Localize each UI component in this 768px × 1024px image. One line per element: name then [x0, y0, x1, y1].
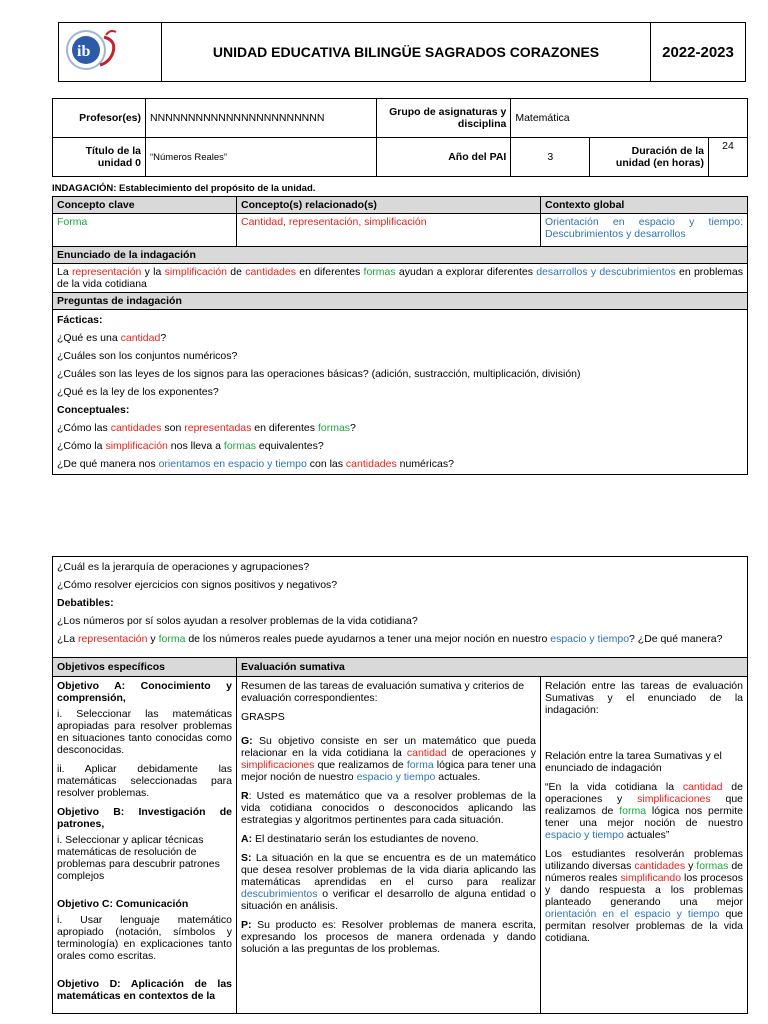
- objetivos-cell: [53, 677, 237, 1014]
- contexto-global-header: Contexto global: [541, 197, 748, 214]
- grasps-cell: [237, 677, 541, 1014]
- objetivo-item: ii. Aplicar debidamente las matemáticas seleccionadas para resolver problemas.: [57, 763, 232, 799]
- relacion-cell: [541, 677, 748, 1014]
- contexto-global-value: Orientación en espacio y tiempo: Descubrimientos y desarrollos: [541, 214, 748, 247]
- concepto-clave-value: Forma: [53, 214, 237, 247]
- facticas-heading: Fácticas:: [57, 314, 103, 326]
- question-item: ¿Cuáles son las leyes de los signos para las operaciones básicas? (adición, sustracción, multiplicación, división): [57, 368, 581, 380]
- grasps-title: GRASPS: [241, 711, 285, 723]
- objetivo-d-heading: Objetivo D: Aplicación de las matemáticas en contextos de la: [57, 978, 232, 1002]
- duracion-cell: [590, 138, 748, 177]
- evaluation-table: [52, 556, 748, 1014]
- school-logo-icon: [60, 25, 130, 75]
- objetivo-b-heading: Objetivo B: Investigación de patrones,: [57, 806, 232, 830]
- objetivo-item: i. Seleccionar las matemáticas apropiadas para resolver problemas en situaciones tanto conocidas como desconocidas.: [57, 708, 232, 756]
- titulo-label: Título de la unidad 0: [53, 138, 146, 177]
- conceptos-relacionados-value: Cantidad, representación, simplificación: [237, 214, 541, 247]
- header-table: [58, 22, 746, 82]
- svg-text:ib: ib: [77, 42, 91, 60]
- relacion-description: Los estudiantes resolverán problemas utilizando diversas cantidades y formas de números reales simplificando los procesos y dando respuesta a los problemas planteado generando una mejor orientación en el espacio y tiempo que permitan resolver problemas de la vida cotidiana.: [545, 848, 744, 944]
- relacion-heading-2: Relación entre la tarea Sumativas y el enunciado de indagación: [545, 750, 722, 774]
- question-item: ¿Qué es la ley de los exponentes?: [57, 386, 219, 398]
- question-item: ¿Cómo resolver ejercicios con signos positivos y negativos?: [57, 579, 338, 591]
- grasps-r: R: Usted es matemático que va a resolver problemas de la vida cotidiana conocidos o desconocidos aplicando las estrategias y algoritmos pertinentes para cada situación.: [241, 790, 536, 826]
- grasps-intro: Resumen de las tareas de evaluación sumativa y criterios de evaluación correspondientes:: [241, 680, 525, 704]
- enunciado-header: Enunciado de la indagación: [53, 247, 748, 264]
- concepto-clave-header: Concepto clave: [53, 197, 237, 214]
- conceptos-relacionados-header: Concepto(s) relacionado(s): [237, 197, 541, 214]
- objetivo-a-heading: Objetivo A: Conocimiento y comprensión,: [57, 680, 232, 704]
- grasps-g: G: Su objetivo consiste en ser un matemático que pueda relacionar en la vida cotidiana la cantidad de operaciones y simplificaciones que realizamos de forma lógica para tener una mejor noción de nuestro espacio y tiempo actuales.: [241, 735, 536, 783]
- grasps-a: A: El destinatario serán los estudiantes de noveno.: [241, 833, 479, 845]
- school-name: UNIDAD EDUCATIVA BILINGÜE SAGRADOS CORAZONES: [162, 23, 651, 82]
- anio-value: 3: [511, 138, 590, 177]
- question-item: ¿De qué manera nos orientamos en espacio y tiempo con las cantidades numéricas?: [57, 458, 454, 470]
- grasps-p: P: Su producto es: Resolver problemas de manera escrita, expresando los procesos de manera ordenada y dando solución a las preguntas de los problemas.: [241, 919, 536, 955]
- question-item: ¿Cuál es la jerarquía de operaciones y agrupaciones?: [57, 561, 310, 573]
- question-item: ¿Cómo la simplificación nos lleva a formas equivalentes?: [57, 440, 324, 452]
- duracion-value: 24: [722, 140, 734, 152]
- grupo-value: Matemática: [511, 99, 748, 138]
- profesor-label: Profesor(es): [53, 99, 146, 138]
- anio-label: Año del PAI: [377, 138, 511, 177]
- grasps-s: S: La situación en la que se encuentra es de un matemático que desea resolver problemas de la vida diaria aplicando las matemáticas aprendidas en el curso para realizar descubrimientos o verificar el desarrollo de alguna entidad o situación en análisis.: [241, 852, 536, 912]
- preguntas-header: Preguntas de indagación: [53, 293, 748, 310]
- indagacion-label: INDAGACIÓN: Establecimiento del propósito de la unidad.: [52, 183, 316, 194]
- objetivo-item: i. Seleccionar y aplicar técnicas matemáticas de resolución de problemas para descubrir patrones complejos: [57, 834, 220, 882]
- objetivos-header: Objetivos específicos: [53, 658, 237, 677]
- more-questions: [53, 557, 748, 658]
- preguntas-list: [53, 310, 748, 475]
- indagacion-table: [52, 196, 748, 475]
- unit-info-table: [52, 98, 748, 177]
- question-item: ¿Qué es una cantidad?: [57, 332, 167, 344]
- titulo-value: “Números Reales”: [146, 138, 377, 177]
- enunciado-text: La representación y la simplificación de cantidades en diferentes formas ayudan a explorar diferentes desarrollos y descubrimientos en problemas de la vida cotidiana: [53, 264, 748, 293]
- profesor-value: NNNNNNNNNNNNNNNNNNNNNNN: [146, 99, 377, 138]
- question-item: ¿Cuáles son los conjuntos numéricos?: [57, 350, 238, 362]
- grupo-label: Grupo de asignaturas y disciplina: [377, 99, 511, 138]
- question-item: ¿Cómo las cantidades son representadas en diferentes formas?: [57, 422, 356, 434]
- relacion-heading-1: Relación entre las tareas de evaluación Sumativas y el enunciado de la indagación:: [545, 680, 743, 716]
- question-item: ¿La representación y forma de los números reales puede ayudarnos a tener una mejor noción en nuestro espacio y tiempo? ¿De qué manera?: [57, 633, 723, 645]
- logo-cell: [59, 23, 162, 82]
- question-item: ¿Los números por sí solos ayudan a resolver problemas de la vida cotidiana?: [57, 615, 418, 627]
- debatibles-heading: Debatibles:: [57, 597, 114, 609]
- objetivo-item: i. Usar lenguaje matemático apropiado (notación, símbolos y terminología) en explicaciones tanto orales como escritas.: [57, 914, 232, 962]
- school-year: 2022-2023: [651, 23, 746, 82]
- relacion-quote: “En la vida cotidiana la cantidad de operaciones y simplificaciones que realizamos de forma lógica nos permite tener una mejor noción de nuestro espacio y tiempo actuales”: [545, 781, 744, 841]
- conceptuales-heading: Conceptuales:: [57, 404, 130, 416]
- evaluacion-header: Evaluación sumativa: [237, 658, 748, 677]
- duracion-label: Duración de la unidad (en horas): [590, 138, 708, 176]
- objetivo-c-heading: Objetivo C: Comunicación: [57, 898, 189, 910]
